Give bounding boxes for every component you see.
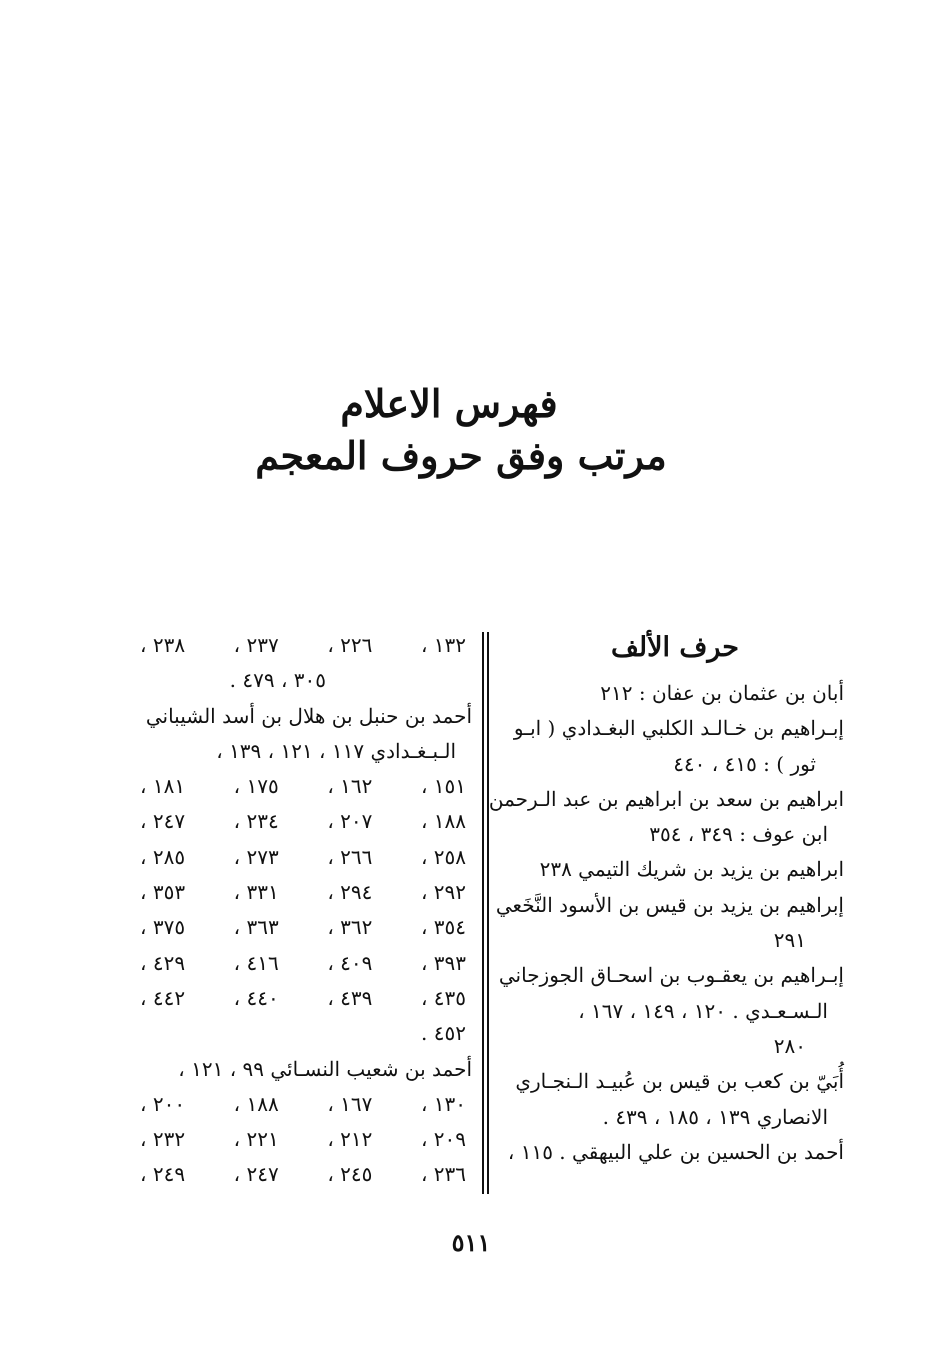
page-ref: ٤٢٩ ، [140,950,186,975]
page-ref: ٣٥٤ ، [420,915,466,940]
page-refs-row [140,840,472,875]
page-ref: ٣٥٣ ، [140,880,186,905]
page-ref: ٤٣٥ ، [420,985,466,1010]
page-ref: ٢٠٩ ، [420,1127,466,1152]
page-ref: ٤٠٩ ، [327,950,373,975]
page-ref: ٢٤٧ ، [140,809,186,834]
title-line-1: فهرس الاعلام [340,381,558,426]
page-ref: ١٦٢ ، [327,774,373,799]
page-ref: ١٣٠ ، [420,1091,466,1116]
entry-continuation: الـسـعـدي . ١٢٠ ، ١٤٩ ، ١٦٧ ، [578,998,828,1023]
page-ref: ٢٧٣ ، [233,844,279,869]
page-ref: ٣٩٣ ، [420,950,466,975]
page-refs-row [140,1087,472,1122]
page-ref: ٤٤٢ ، [140,985,186,1010]
page-ref: ٢٣٦ ، [420,1162,466,1187]
page-refs-tail: ٤٥٢ . [421,1021,466,1046]
entry-continuation: الانصاري ١٣٩ ، ١٨٥ ، ٤٣٩ . [602,1104,828,1129]
index-title [0,378,942,482]
page-refs-row [140,981,472,1016]
page-ref: ١٧٥ ، [233,774,279,799]
entry-continuation: ٢٨٠ [773,1033,806,1058]
page-ref: ٢٨٥ ، [140,844,186,869]
section-heading: حرف الألف [610,632,739,663]
entry-line: أحمد بن الحسين بن علي البيهقي . ١١٥ ، [507,1139,844,1164]
page-ref: ٢٠٧ ، [327,809,373,834]
page-refs-row [140,1122,472,1157]
entry-line: إبراهيم بن يزيد بن قيس بن الأسود النَّخَعي [495,892,844,917]
entry-continuation: ٢٩١ [773,928,806,953]
page-ref: ٢٤٩ ، [140,1162,186,1187]
entry-line: أبان بن عثمان بن عفان : ٢١٢ [600,681,844,705]
page-ref: ٢٣٤ ، [233,809,279,834]
page-refs-row [140,628,472,663]
page-ref: ٢٠٠ ، [140,1091,186,1116]
page-ref: ١٣٢ ، [420,633,466,657]
page-ref: ٢١٢ ، [327,1127,373,1152]
page-refs-row [140,946,472,981]
page-refs-tail: ٣٠٥ ، ٤٧٩ . [229,668,326,693]
entry-continuation: الـبـغـدادي ١١٧ ، ١٢١ ، ١٣٩ ، [216,738,456,763]
column-divider [487,632,489,1194]
page-ref: ١٨١ ، [140,774,186,799]
entry-continuation: ثور ) : ٤١٥ ، ٤٤٠ [673,751,816,776]
page-refs-row [140,910,472,945]
entry-line: ابراهيم بن يزيد بن شريك التيمي ٢٣٨ [539,857,844,882]
page-ref: ٢٥٨ ، [420,844,466,869]
page-ref: ٢٢١ ، [233,1127,279,1152]
page-ref: ٢٦٦ ، [327,844,373,869]
entry-line: أحمد بن شعيب النسـائي ٩٩ ، ١٢١ ، [178,1056,472,1081]
title-line-2: مرتب وفق حروف المعجم [255,433,667,478]
entry-continuation: ابن عوف : ٣٤٩ ، ٣٥٤ [649,822,828,847]
page-ref: ٢٤٧ ، [233,1162,279,1187]
page-refs-row [140,875,472,910]
page-ref: ٣٦٢ ، [327,915,373,940]
page-ref: ١٨٨ ، [233,1091,279,1116]
right-column [488,628,844,1170]
page-ref: ٢٣٧ ، [233,633,279,657]
page-refs-row [140,1157,472,1192]
page-ref: ٣٧٥ ، [140,915,186,940]
entry-line: أحمد بن حنبل بن هلال بن أسد الشيباني [145,703,472,728]
entry-line: إبـراهيم بن يعقـوب بن اسحـاق الجوزجاني [498,963,844,988]
page-ref: ٣٦٣ ، [233,915,279,940]
entry-line: أُبَيّ بن كعب بن قيس بن عُبيـد الـنجـاري [515,1069,844,1094]
page-ref: ٢٩٤ ، [327,880,373,905]
page-ref: ٤١٦ ، [233,950,279,975]
page-ref: ١٨٨ ، [420,809,466,834]
page-ref: ٤٤٠ ، [233,985,279,1010]
page-refs-row [140,804,472,839]
left-column [140,628,472,1193]
page-refs-row [140,769,472,804]
entry-line: ابراهيم بن سعد بن ابراهيم بن عبد الـرحمن [488,786,844,811]
page-ref: ٢٣٨ ، [140,633,186,657]
entry-line: إبـراهيم بن خـالـد الكلبي البغـدادي ( ابـو [513,716,844,741]
page-number: ٥١١ [451,1228,491,1257]
page-ref: ٢٣٢ ، [140,1127,186,1152]
page-ref: ٤٣٩ ، [327,985,373,1010]
page-ref: ٢٢٦ ، [327,633,373,657]
page-ref: ١٦٧ ، [327,1091,373,1116]
page-ref: ٢٩٢ ، [420,880,466,905]
column-divider [482,632,484,1194]
page-ref: ٣٣١ ، [233,880,279,905]
page-ref: ٢٤٥ ، [327,1162,373,1187]
page-ref: ١٥١ ، [420,774,466,799]
